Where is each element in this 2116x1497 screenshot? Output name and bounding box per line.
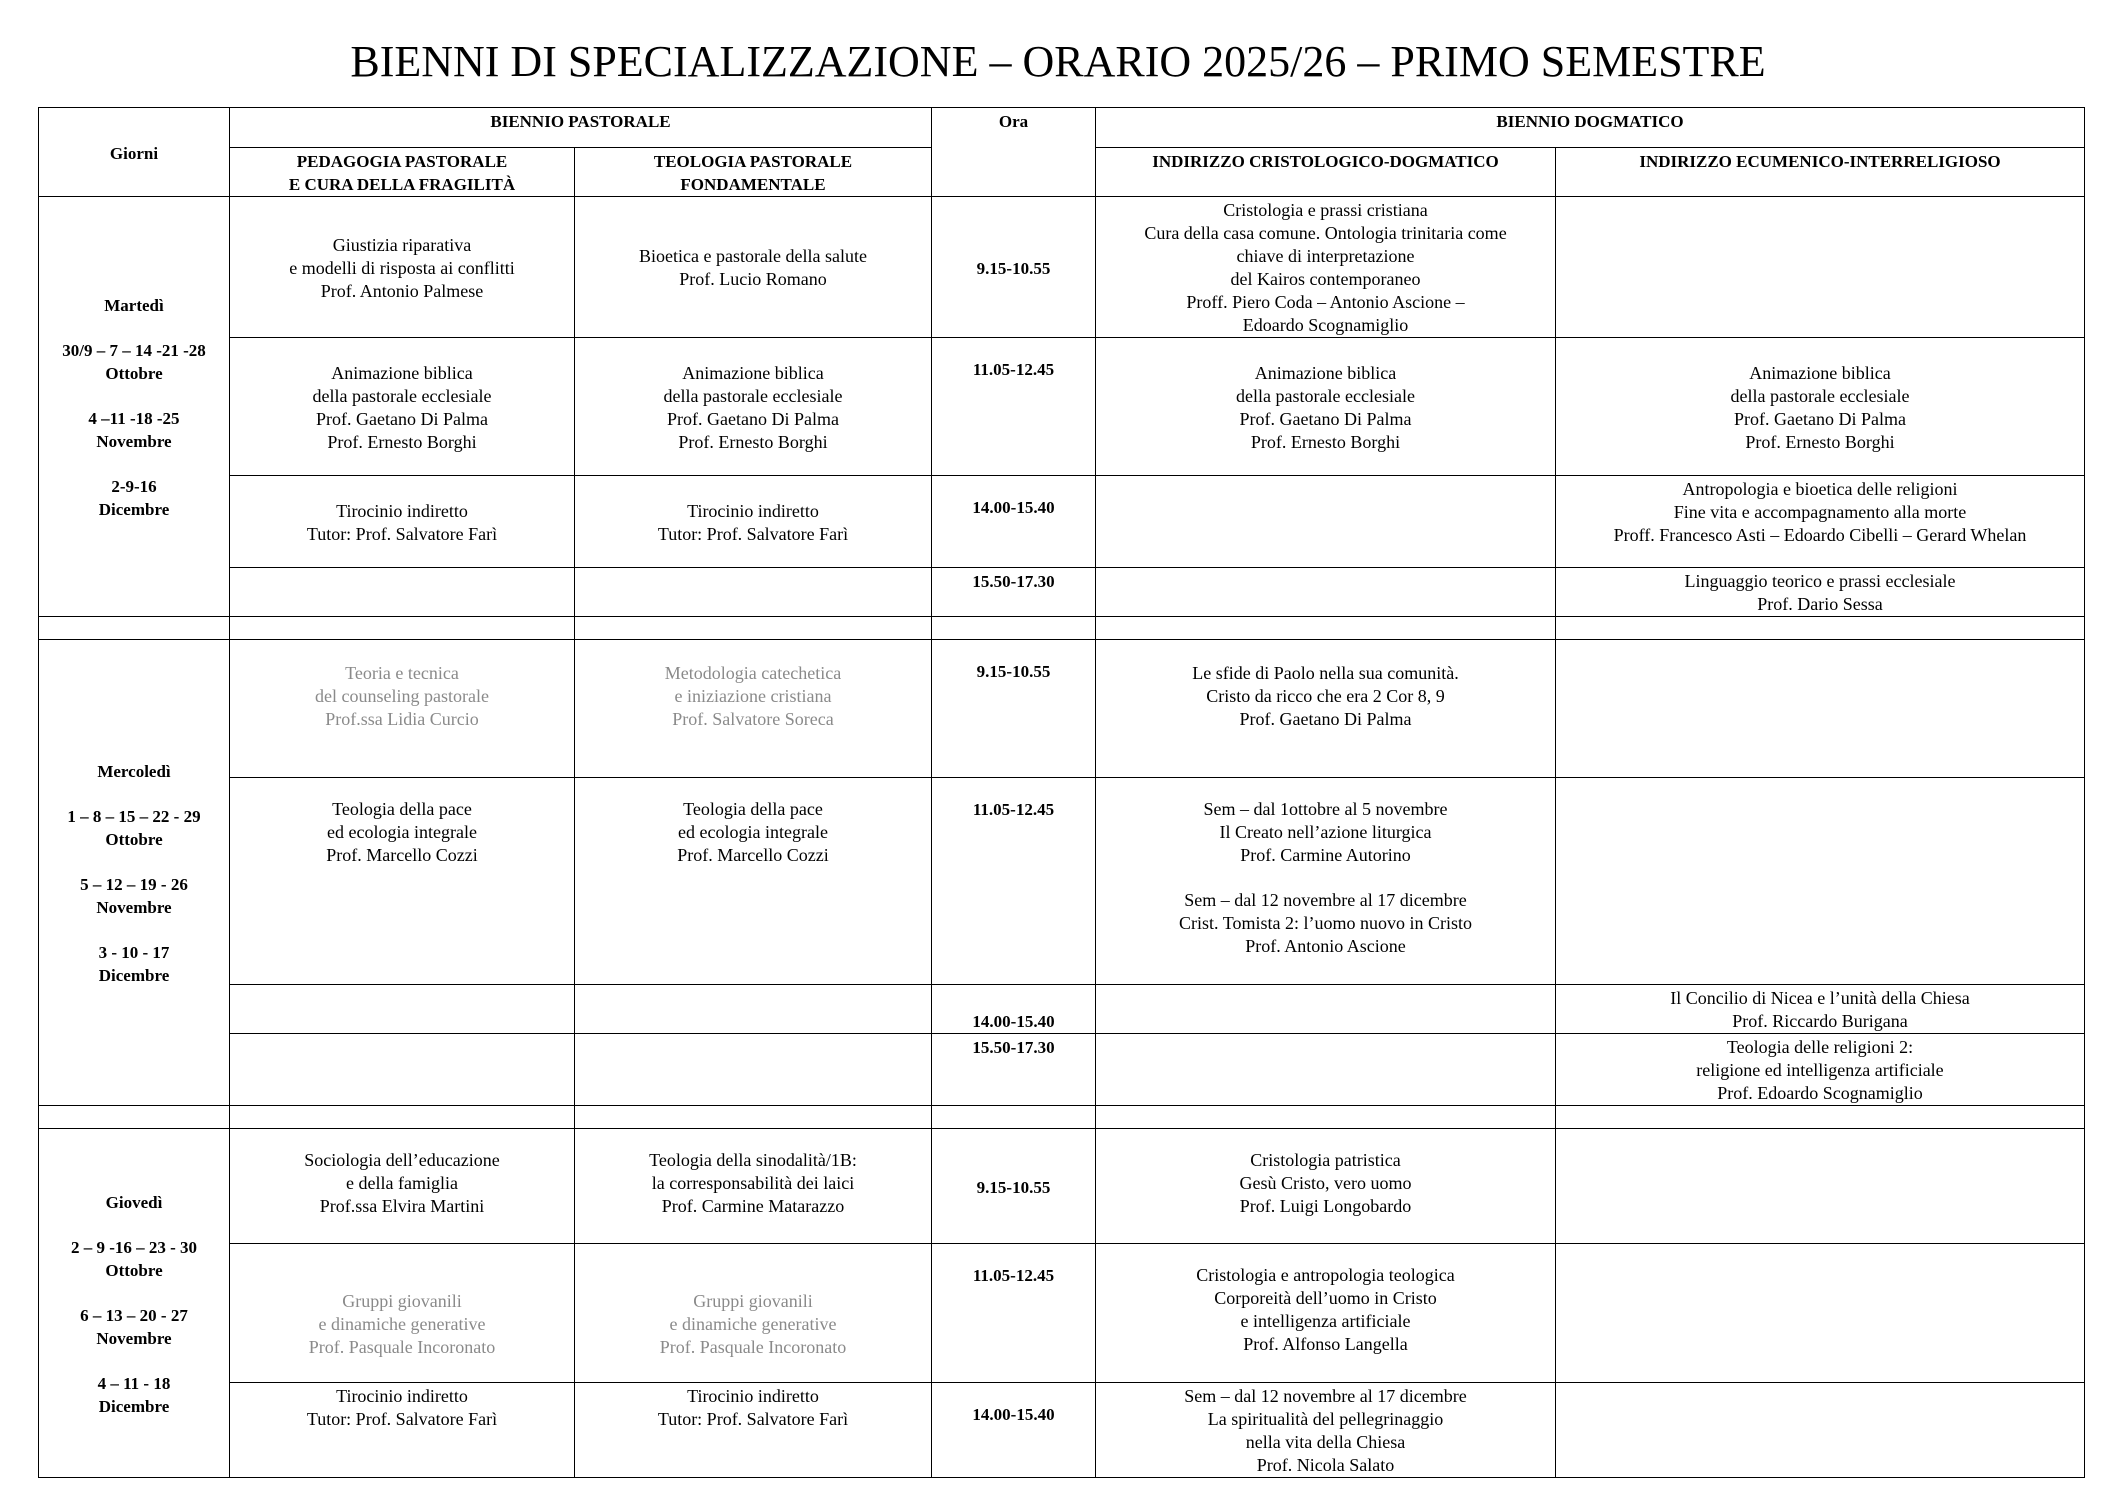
course-cell: Cristologia e prassi cristiana Cura della casa comune. Ontologia trinitaria come chiave di interpretazione del Kairos contemporaneo Proff. Piero Coda – Antonio Ascione – Edoardo Scognamiglio (1096, 197, 1556, 338)
course-cell: Sem – dal 1ottobre al 5 novembre Il Creato nell’azione liturgica Prof. Carmine Autorino Sem – dal 12 novembre al 17 dicembre Crist. Tomista 2: l’uomo nuovo in Cristo Prof. Antonio Ascione (1096, 778, 1556, 985)
time-slot: 11.05-12.45 (932, 1244, 1096, 1383)
spacer-cell (932, 617, 1096, 640)
spacer-cell (1556, 1106, 2085, 1129)
course-cell: Giustizia riparativa e modelli di risposta ai conflitti Prof. Antonio Palmese (230, 197, 575, 338)
time-slot: 14.00-15.40 (932, 476, 1096, 568)
day-martedi: Martedì 30/9 – 7 – 14 -21 -28 Ottobre 4 –11 -18 -25 Novembre 2-9-16 Dicembre (39, 197, 230, 617)
course-cell: Teologia della pace ed ecologia integrale Prof. Marcello Cozzi (575, 778, 932, 985)
time-slot: 9.15-10.55 (932, 1129, 1096, 1244)
empty-cell (1556, 1129, 2085, 1244)
spacer-cell (1556, 617, 2085, 640)
spacer-cell (575, 617, 932, 640)
empty-cell (575, 1034, 932, 1106)
time-slot: 15.50-17.30 (932, 1034, 1096, 1106)
course-cell: Teologia della pace ed ecologia integrale Prof. Marcello Cozzi (230, 778, 575, 985)
course-cell: Sociologia dell’educazione e della famiglia Prof.ssa Elvira Martini (230, 1129, 575, 1244)
spacer-cell (39, 1106, 230, 1129)
course-cell: Linguaggio teorico e prassi ecclesiale Prof. Dario Sessa (1556, 568, 2085, 617)
course-cell: Tirocinio indiretto Tutor: Prof. Salvatore Farì (230, 476, 575, 568)
course-cell: Teoria e tecnica del counseling pastorale Prof.ssa Lidia Curcio (230, 640, 575, 778)
course-cell: Teologia delle religioni 2: religione ed intelligenza artificiale Prof. Edoardo Scognamiglio (1556, 1034, 2085, 1106)
course-cell: Gruppi giovanili e dinamiche generative Prof. Pasquale Incoronato (230, 1244, 575, 1383)
page-title: BIENNI DI SPECIALIZZAZIONE – ORARIO 2025/26 – PRIMO SEMESTRE (350, 37, 1766, 86)
day-mercoledi: Mercoledì 1 – 8 – 15 – 22 - 29 Ottobre 5 – 12 – 19 - 26 Novembre 3 - 10 - 17 Dicembre (39, 640, 230, 1106)
header-biennio-pastorale: BIENNIO PASTORALE (230, 108, 932, 148)
course-cell: Tirocinio indiretto Tutor: Prof. Salvatore Farì (230, 1383, 575, 1478)
empty-cell (575, 568, 932, 617)
empty-cell (1096, 568, 1556, 617)
empty-cell (1096, 985, 1556, 1034)
time-slot: 9.15-10.55 (932, 197, 1096, 338)
spacer-cell (230, 617, 575, 640)
course-cell: Sem – dal 12 novembre al 17 dicembre La spiritualità del pellegrinaggio nella vita della Chiesa Prof. Nicola Salato (1096, 1383, 1556, 1478)
empty-cell (575, 985, 932, 1034)
header-giorni: Giorni (39, 108, 230, 197)
time-slot: 14.00-15.40 (932, 985, 1096, 1034)
day-giovedi: Giovedì 2 – 9 -16 – 23 - 30 Ottobre 6 – 13 – 20 - 27 Novembre 4 – 11 - 18 Dicembre (39, 1129, 230, 1478)
time-slot: 14.00-15.40 (932, 1383, 1096, 1478)
course-cell: Le sfide di Paolo nella sua comunità. Cristo da ricco che era 2 Cor 8, 9 Prof. Gaetano Di Palma (1096, 640, 1556, 778)
course-cell: Animazione biblica della pastorale ecclesiale Prof. Gaetano Di Palma Prof. Ernesto Borghi (230, 338, 575, 476)
empty-cell (1556, 778, 2085, 985)
course-cell: Cristologia patristica Gesù Cristo, vero uomo Prof. Luigi Longobardo (1096, 1129, 1556, 1244)
course-cell: Tirocinio indiretto Tutor: Prof. Salvatore Farì (575, 1383, 932, 1478)
course-cell: Animazione biblica della pastorale ecclesiale Prof. Gaetano Di Palma Prof. Ernesto Borghi (1556, 338, 2085, 476)
empty-cell (230, 985, 575, 1034)
spacer-cell (39, 617, 230, 640)
spacer-cell (230, 1106, 575, 1129)
time-slot: 11.05-12.45 (932, 778, 1096, 985)
empty-cell (1556, 1383, 2085, 1478)
header-ora: Ora (932, 108, 1096, 197)
empty-cell (230, 1034, 575, 1106)
header-biennio-dogmatico: BIENNIO DOGMATICO (1096, 108, 2085, 148)
course-cell: Gruppi giovanili e dinamiche generative Prof. Pasquale Incoronato (575, 1244, 932, 1383)
course-cell: Teologia della sinodalità/1B: la corresponsabilità dei laici Prof. Carmine Matarazzo (575, 1129, 932, 1244)
empty-cell (1556, 197, 2085, 338)
empty-cell (1096, 476, 1556, 568)
empty-cell (230, 568, 575, 617)
course-cell: Metodologia catechetica e iniziazione cristiana Prof. Salvatore Soreca (575, 640, 932, 778)
schedule-table (38, 107, 2085, 1478)
spacer-cell (1096, 617, 1556, 640)
empty-cell (1556, 640, 2085, 778)
course-cell: Il Concilio di Nicea e l’unità della Chiesa Prof. Riccardo Burigana (1556, 985, 2085, 1034)
header-indirizzo-ecumenico: INDIRIZZO ECUMENICO-INTERRELIGIOSO (1556, 148, 2085, 197)
time-slot: 15.50-17.30 (932, 568, 1096, 617)
course-cell: Cristologia e antropologia teologica Corporeità dell’uomo in Cristo e intelligenza artificiale Prof. Alfonso Langella (1096, 1244, 1556, 1383)
empty-cell (1556, 1244, 2085, 1383)
spacer-cell (1096, 1106, 1556, 1129)
course-cell: Bioetica e pastorale della salute Prof. Lucio Romano (575, 197, 932, 338)
empty-cell (1096, 1034, 1556, 1106)
header-teologia-pastorale: TEOLOGIA PASTORALE FONDAMENTALE (575, 148, 932, 197)
course-cell: Antropologia e bioetica delle religioni Fine vita e accompagnamento alla morte Proff. Francesco Asti – Edoardo Cibelli – Gerard Whelan (1556, 476, 2085, 568)
header-indirizzo-cristologico: INDIRIZZO CRISTOLOGICO-DOGMATICO (1096, 148, 1556, 197)
time-slot: 9.15-10.55 (932, 640, 1096, 778)
time-slot: 11.05-12.45 (932, 338, 1096, 476)
spacer-cell (575, 1106, 932, 1129)
spacer-cell (932, 1106, 1096, 1129)
header-pedagogia-pastorale: PEDAGOGIA PASTORALE E CURA DELLA FRAGILITÀ (230, 148, 575, 197)
course-cell: Tirocinio indiretto Tutor: Prof. Salvatore Farì (575, 476, 932, 568)
course-cell: Animazione biblica della pastorale ecclesiale Prof. Gaetano Di Palma Prof. Ernesto Borghi (1096, 338, 1556, 476)
course-cell: Animazione biblica della pastorale ecclesiale Prof. Gaetano Di Palma Prof. Ernesto Borghi (575, 338, 932, 476)
